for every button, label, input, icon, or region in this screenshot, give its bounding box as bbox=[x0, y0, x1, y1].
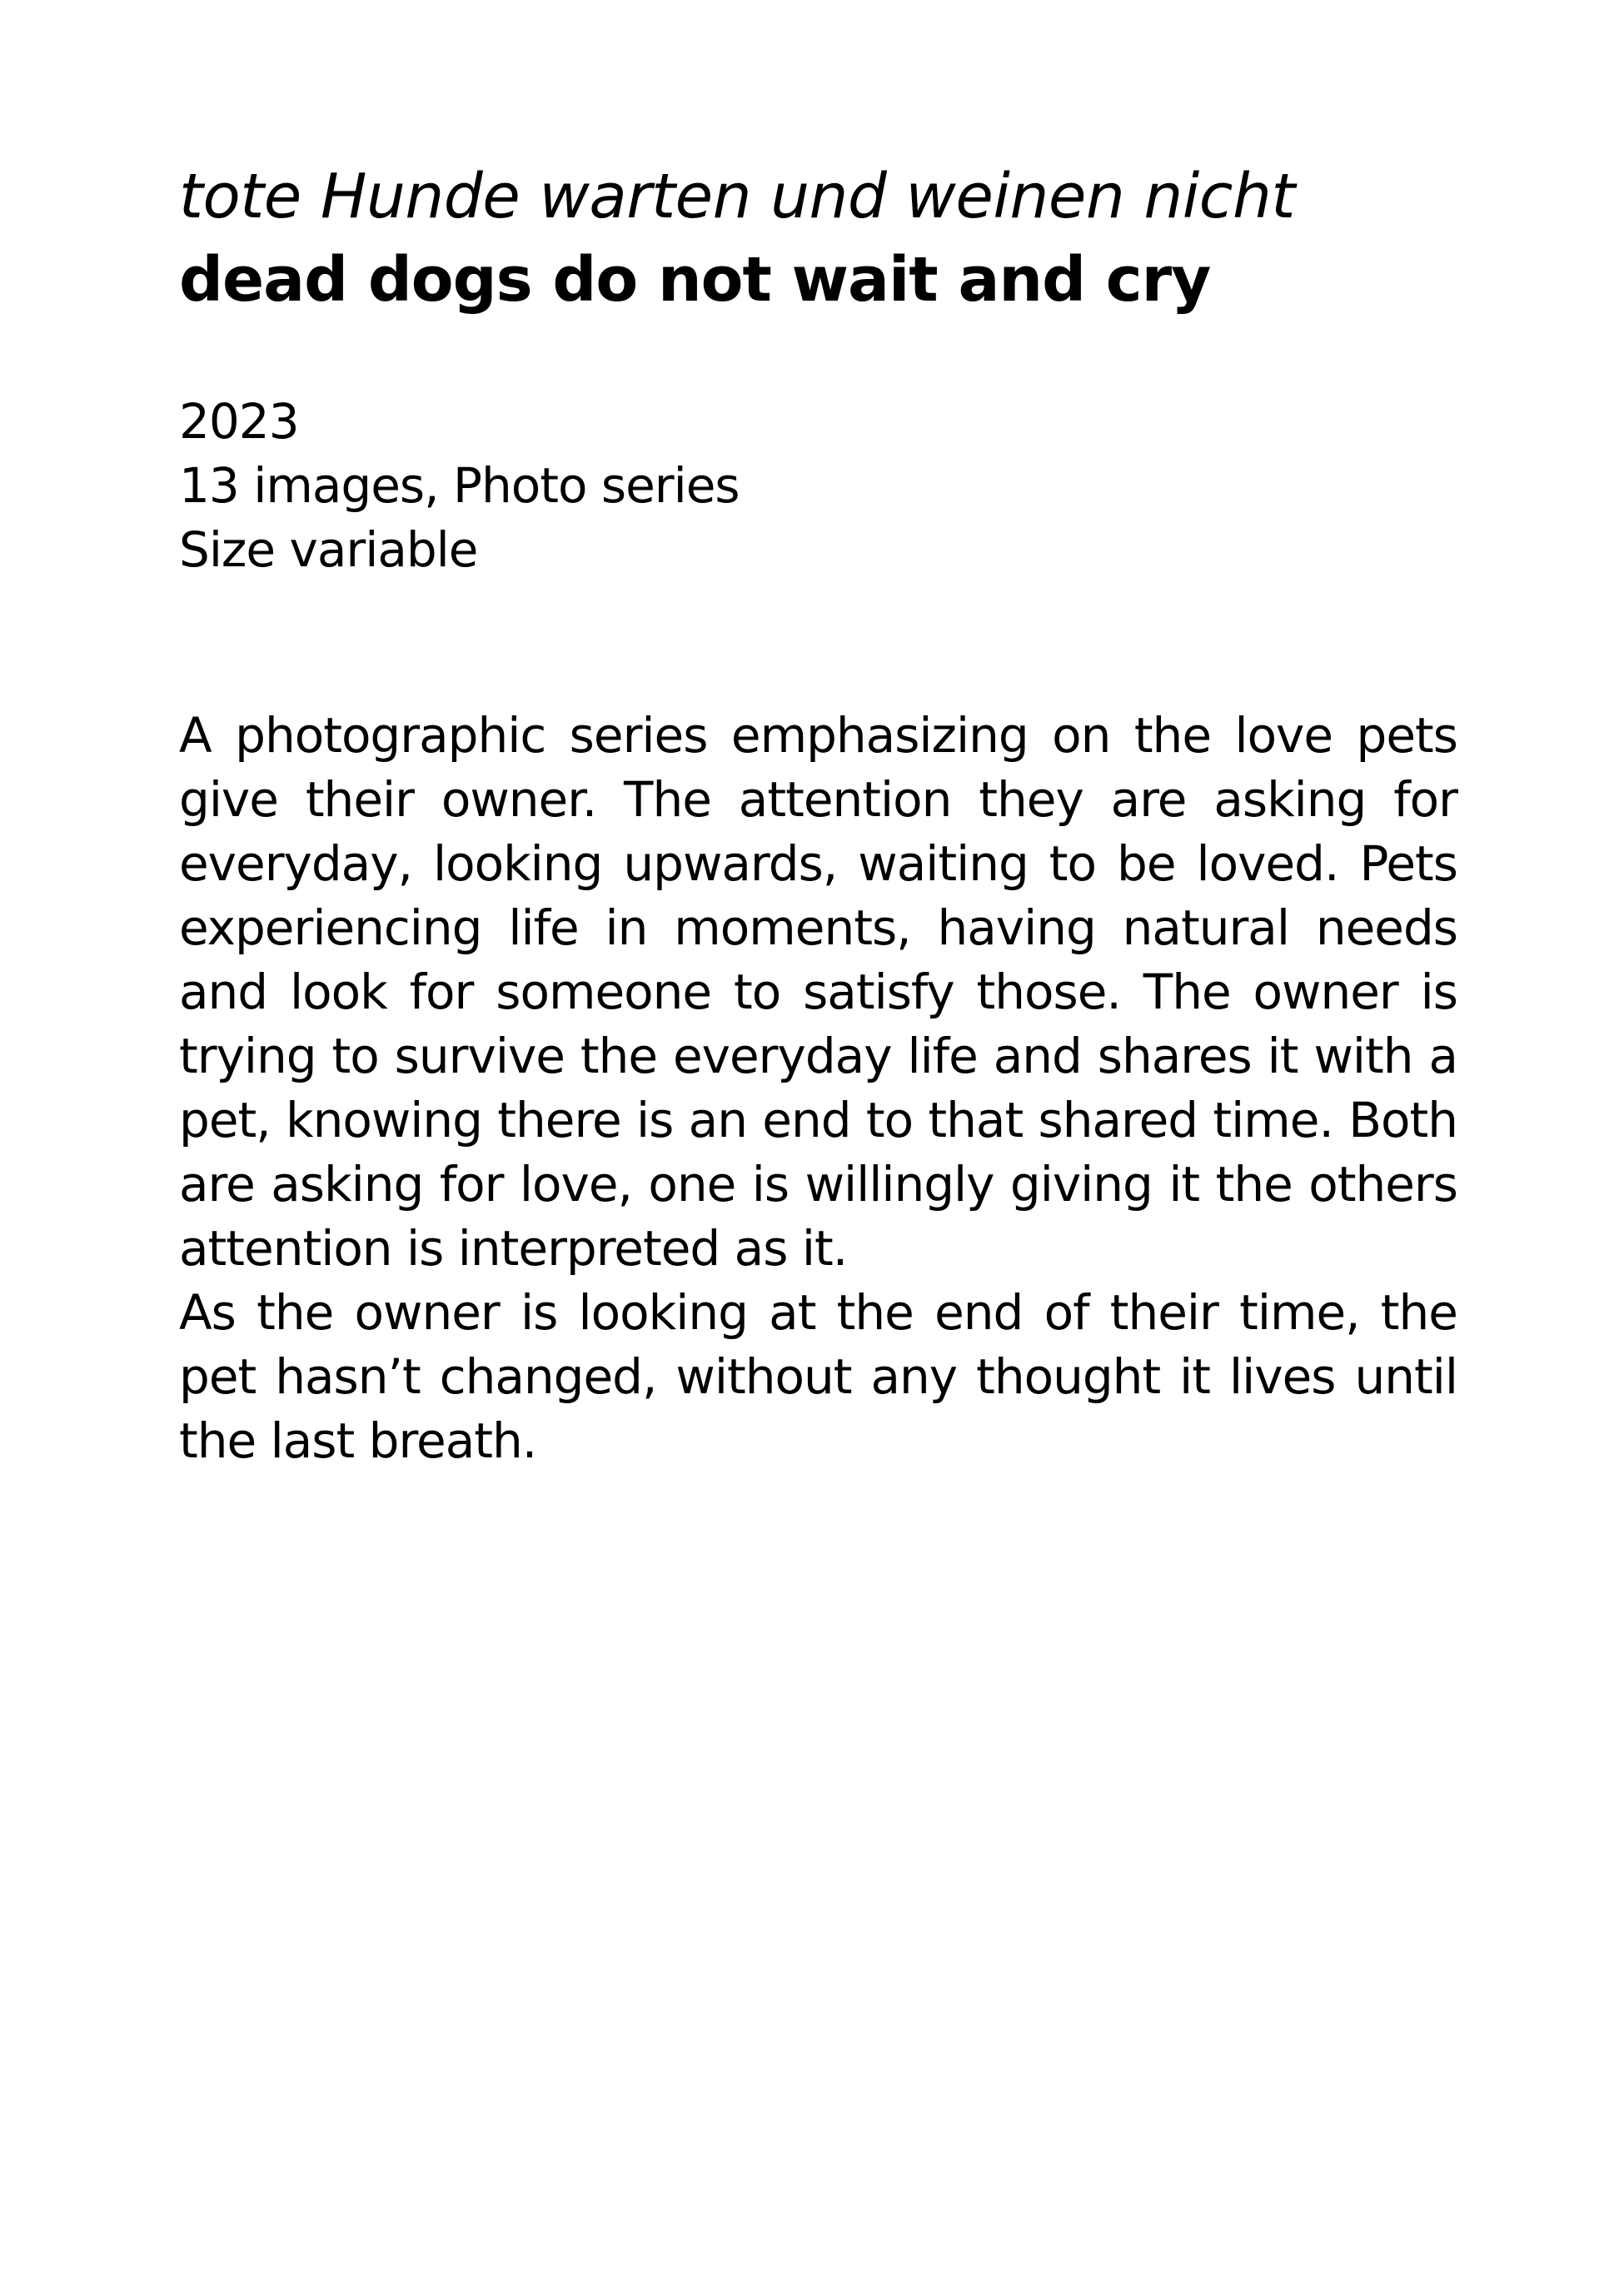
title-english: dead dogs do not wait and cry bbox=[179, 244, 1211, 316]
description-paragraph-2: As the owner is looking at the end of their time, the pet hasn’t changed, without any thought it lives until the last breath. bbox=[179, 1284, 1457, 1469]
artwork-description bbox=[179, 704, 1457, 1473]
title-german: tote Hunde warten und weinen nicht bbox=[179, 161, 1295, 232]
artwork-year: 2023 bbox=[179, 393, 299, 450]
artwork-metadata bbox=[179, 390, 1457, 582]
artwork-size: Size variable bbox=[179, 521, 478, 578]
document-page bbox=[179, 155, 1457, 1473]
artwork-details: 13 images, Photo series bbox=[179, 457, 740, 514]
description-paragraph-1: A photographic series emphasizing on the love pets give their owner. The attention they are asking for everyday, looking upwards, waiting to be loved. Pets experiencing life in moments, having natural needs and look for someone to satisfy those. The owner is trying to survive the everyday life and shares it with a pet, knowing there is an end to that shared time. Both are asking for love, one is willingly giving it the others attention is interpreted as it. bbox=[179, 707, 1457, 1277]
